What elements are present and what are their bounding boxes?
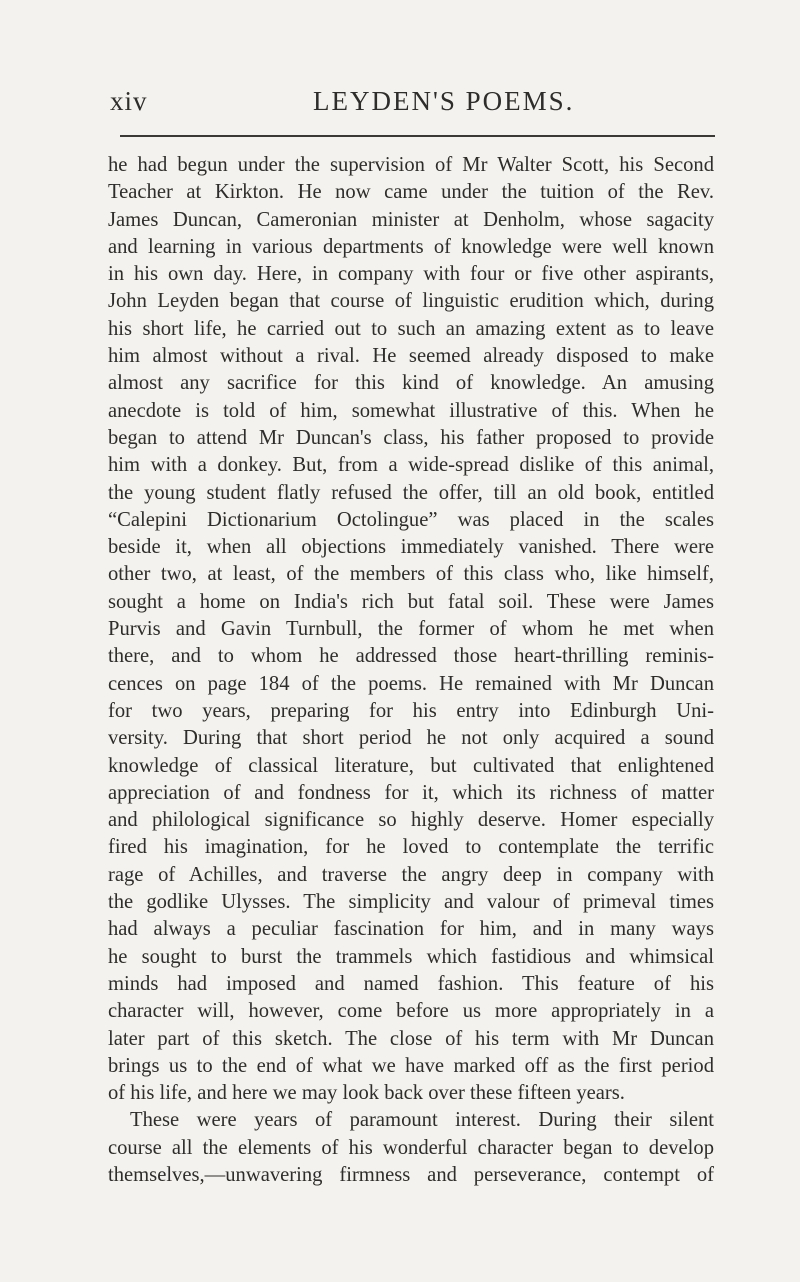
text-line: he had begun under the supervision of Mr Walter Scott, his Second [108, 154, 714, 176]
text-line: for two years, preparing for his entry into Edinburgh Uni- [108, 699, 714, 722]
text-line: minds had imposed and named fashion. This feature of his [108, 972, 714, 995]
text-line: cences on page 184 of the poems. He remained with Mr Duncan [108, 672, 714, 695]
text-line: and philological significance so highly deserve. Homer especially [108, 809, 714, 832]
text-line: the godlike Ulysses. The simplicity and valour of primeval times [108, 891, 714, 914]
body-text [108, 152, 714, 1189]
text-line: him almost without a rival. He seemed already disposed to make [108, 345, 714, 368]
text-line: began to attend Mr Duncan's class, his father proposed to provide [108, 426, 714, 449]
text-line: rage of Achilles, and traverse the angry deep in company with [108, 863, 714, 886]
text-line: These were years of paramount interest. During their silent [130, 1109, 714, 1132]
text-line: his short life, he carried out to such an amazing extent as to leave [108, 317, 714, 340]
text-line: later part of this sketch. The close of his term with Mr Duncan [108, 1027, 714, 1050]
text-line: themselves,—unwavering firmness and perseverance, contempt of [108, 1163, 714, 1186]
text-line: and learning in various departments of knowledge were well known [108, 235, 714, 258]
text-line: other two, at least, of the members of this class who, like himself, [108, 563, 714, 586]
text-line: Purvis and Gavin Turnbull, the former of whom he met when [108, 618, 714, 641]
text-line: John Leyden began that course of linguistic erudition which, during [108, 290, 714, 313]
text-line: sought a home on India's rich but fatal soil. These were James [108, 590, 714, 613]
header-rule [120, 135, 715, 137]
text-line: appreciation of and fondness for it, which its richness of matter [108, 781, 714, 804]
text-line: almost any sacrifice for this kind of knowledge. An amusing [108, 372, 714, 395]
text-line: of his life, and here we may look back over these fifteen years. [108, 1082, 625, 1105]
text-line: fired his imagination, for he loved to contemplate the terrific [108, 836, 714, 859]
text-line: course all the elements of his wonderful character began to develop [108, 1136, 714, 1159]
running-title: LEYDEN'S POEMS. [313, 86, 575, 116]
text-line: knowledge of classical literature, but cultivated that enlightened [108, 754, 714, 777]
text-line: beside it, when all objections immediately vanished. There were [108, 536, 714, 559]
text-line: had always a peculiar fascination for him, and in many ways [108, 918, 714, 941]
page-header [110, 86, 710, 126]
text-line: versity. During that short period he not only acquired a sound [108, 727, 714, 750]
text-line: there, and to whom he addressed those heart-thrilling reminis- [108, 645, 714, 668]
text-line: character will, however, come before us more appropriately in a [108, 1000, 714, 1023]
text-line: the young student flatly refused the offer, till an old book, entitled [108, 481, 714, 504]
text-line: brings us to the end of what we have marked off as the first period [108, 1054, 714, 1077]
text-line: Teacher at Kirkton. He now came under the tuition of the Rev. [108, 181, 714, 204]
text-line: anecdote is told of him, somewhat illustrative of this. When he [108, 399, 714, 422]
text-line: “Calepini Dictionarium Octolingue” was placed in the scales [108, 508, 714, 531]
page-number: xiv [110, 86, 148, 116]
text-line: he sought to burst the trammels which fastidious and whimsical [108, 945, 714, 968]
text-line: James Duncan, Cameronian minister at Denholm, whose sagacity [108, 208, 714, 231]
text-line: him with a donkey. But, from a wide-spread dislike of this animal, [108, 454, 714, 477]
text-line: in his own day. Here, in company with four or five other aspirants, [108, 263, 714, 286]
